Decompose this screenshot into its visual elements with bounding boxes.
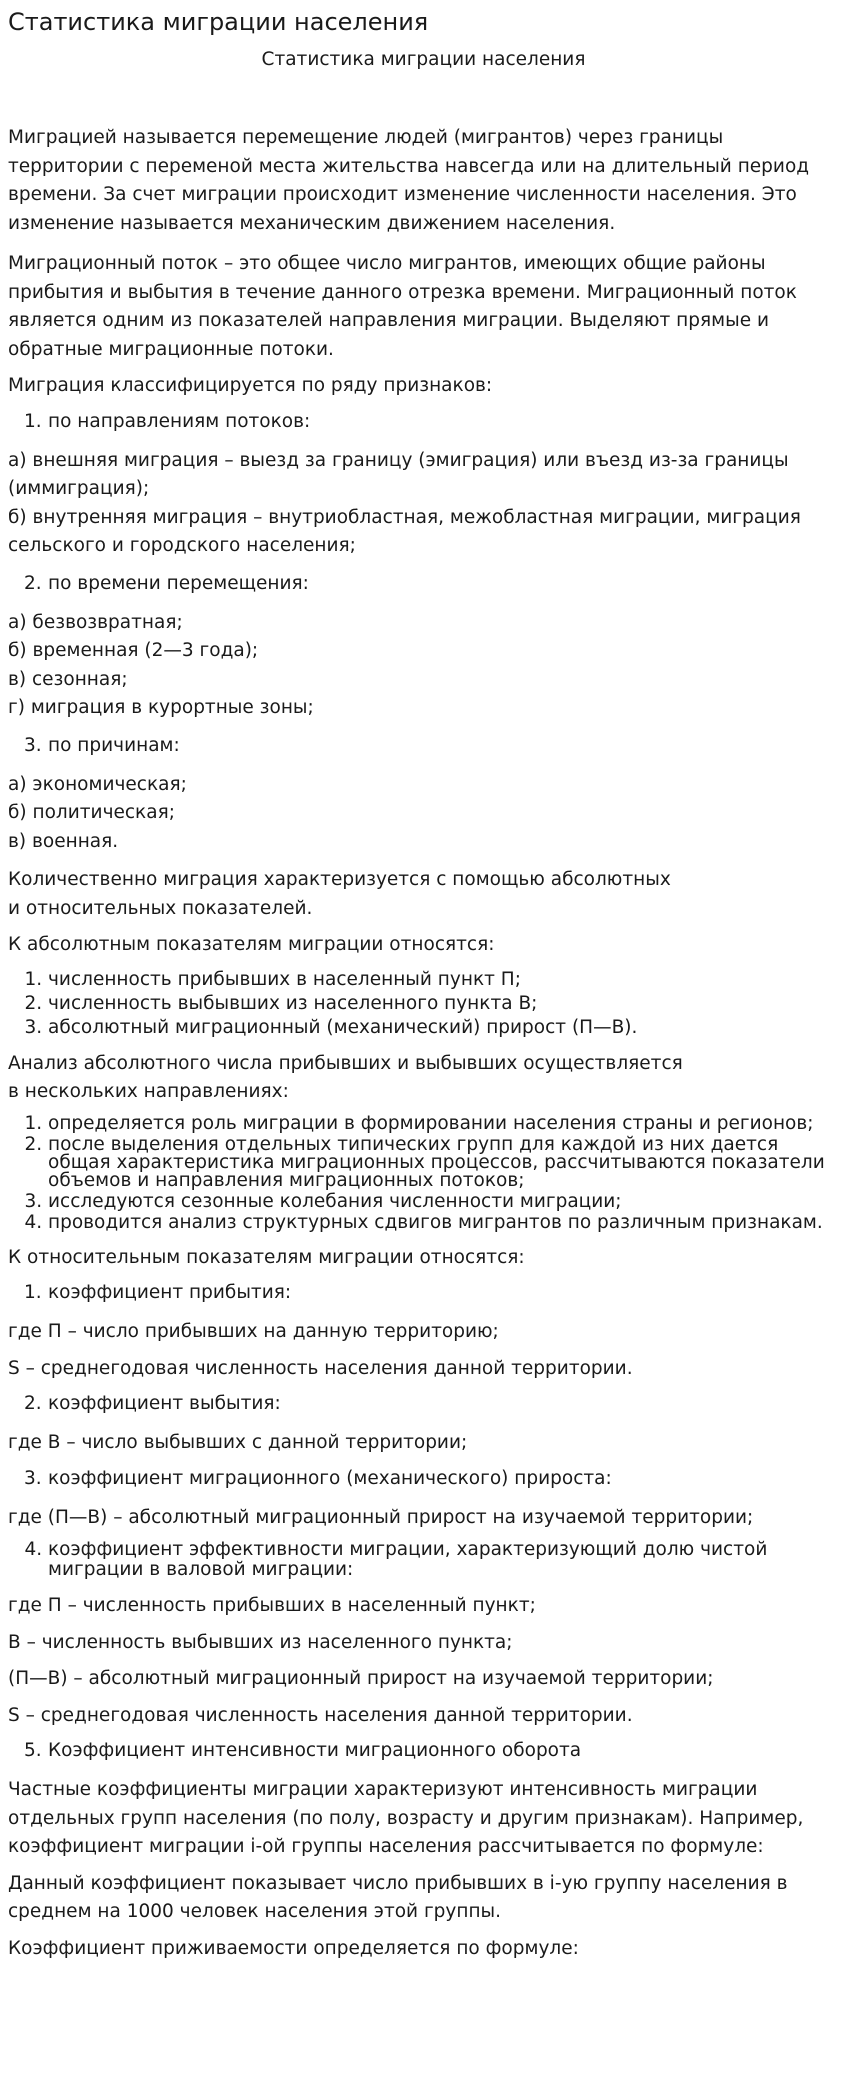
private-coefficients-paragraph: Частные коэффициенты миграции характеризуют интенсивность миграции отдельных групп населения (по полу, возрасту и другим признакам). Например, коэффициент миграции i-ой группы населения рассчитывается по формуле: [8,1779,804,1857]
item-label: по направлениям потоков: [48,410,311,432]
item-number: 2. [24,1393,42,1414]
absolute-indicators-intro: К абсолютным показателям миграции относятся: [8,934,495,955]
intro-paragraph-flow: Миграционный поток – это общее число мигрантов, имеющих общие районы прибытия и выбытия в течение данного отрезка времени. Миграционный поток является одним из показателей направления миграции. Выделяют прямые и обратные миграционные потоки. [8,253,797,360]
classification-item-3 [8,733,839,759]
definition-line: где (П—В) – абсолютный миграционный прирост на изучаемой территории; [8,1506,754,1528]
text-line: Количественно миграция характеризуется с помощью абсолютных [8,869,671,890]
list-item: 4. коэффициент эффективности миграции, характеризующий долю чистой миграции в валовой миграции: [48,1540,839,1580]
text-line: и относительных показателей. [8,897,313,919]
classification-item-2 [8,571,839,597]
relative-item-2 [8,1391,839,1417]
coefficient-meaning-paragraph: Данный коэффициент показывает число прибывших в i-ую группу населения в среднем на 1000 человек населения этой группы. [8,1872,788,1922]
relative-item-1 [8,1280,839,1306]
item-label: коэффициент миграционного (механического) прироста: [48,1467,612,1489]
item-number: 1. [24,1282,42,1303]
item-number: 3. [24,1467,42,1489]
classification-item-1 [8,409,839,435]
list-item: 1. определяется роль миграции в формировании населения страны и регионов; [48,1115,839,1133]
list-item: б) политическая; [8,802,175,823]
list-item: 1. численность прибывших в населенный пункт П; [48,968,839,992]
list-item: в) сезонная; [8,668,128,690]
list-item: 2. после выделения отдельных типических групп для каждой из них дается общая характеристика миграционных процессов, рассчитываются показатели объемов и направления миграционных потоков; [48,1136,839,1190]
page-title: Статистика миграции населения [8,8,429,36]
item-label: коэффициент выбытия: [48,1393,281,1414]
list-item: б) внутренняя миграция – внутриобластная, межобластная миграции, миграция сельского и городского населения; [8,506,801,556]
item-number: 2. [24,572,42,594]
item-label: по времени перемещения: [48,572,309,594]
list-item: в) военная. [8,830,119,852]
analysis-directions-list [8,1112,839,1233]
list-item: 3. абсолютный миграционный (механический) прирост (П—В). [48,1016,839,1040]
intro-paragraph-migration: Миграцией называется перемещение людей (мигрантов) через границы территории с переменой места жительства навсегда или на длительный период времени. За счет миграции происходит изменение численности населения. Это изменение называется механическим движением населения. [8,127,810,234]
relative-item-3 [8,1466,839,1492]
item-label: по причинам: [48,734,180,756]
text-line: в нескольких направлениях: [8,1081,289,1102]
classification-2-subitems [8,609,839,723]
list-item: а) экономическая; [8,773,187,795]
item-number: 5. [24,1740,42,1761]
definition-line: В – численность выбывших из населенного пункта; [8,1631,513,1653]
quantitative-paragraph [8,866,839,923]
relative-item-5 [8,1738,839,1764]
definition-line: (П—В) – абсолютный миграционный прирост на изучаемой территории; [8,1668,714,1689]
survival-coefficient-paragraph: Коэффициент приживаемости определяется по формуле: [8,1937,579,1959]
list-item: а) безвозвратная; [8,611,183,633]
definition-line: S – среднегодовая численность населения данной территории. [8,1357,633,1379]
list-item: г) миграция в курортные зоны; [8,697,314,718]
item-number: 3. [24,734,42,756]
list-item: а) внешняя миграция – выезд за границу (эмиграция) или въезд из-за границы (иммиграция); [8,449,789,499]
relative-indicators-intro: К относительным показателям миграции относятся: [8,1246,525,1268]
classification-3-subitems [8,771,839,857]
list-item: б) временная (2—3 года); [8,640,259,661]
relative-item-4 [8,1540,839,1580]
item-label: коэффициент прибытия: [48,1282,292,1303]
absolute-indicators-list [8,968,839,1040]
list-item: 2. численность выбывших из населенного пункта В; [48,992,839,1016]
definition-line: где П – число прибывших на данную территорию; [8,1321,499,1342]
item-number: 1. [24,410,42,432]
list-item: 4. проводится анализ структурных сдвигов мигрантов по различным признакам. [48,1214,839,1232]
definition-line: где В – число выбывших с данной территории; [8,1432,468,1453]
definition-line: где П – численность прибывших в населенный пункт; [8,1595,536,1616]
list-item: 3. исследуются сезонные колебания численности миграции; [48,1193,839,1211]
article-title: Статистика миграции населения [261,49,586,70]
classification-intro: Миграция классифицируется по ряду признаков: [8,375,493,396]
item-label: Коэффициент интенсивности миграционного оборота [48,1740,582,1761]
definition-line: S – среднегодовая численность населения данной территории. [8,1704,633,1726]
classification-1-subitems [8,447,839,561]
analysis-paragraph [8,1050,839,1107]
text-line: Анализ абсолютного числа прибывших и выбывших осуществляется [8,1052,683,1074]
